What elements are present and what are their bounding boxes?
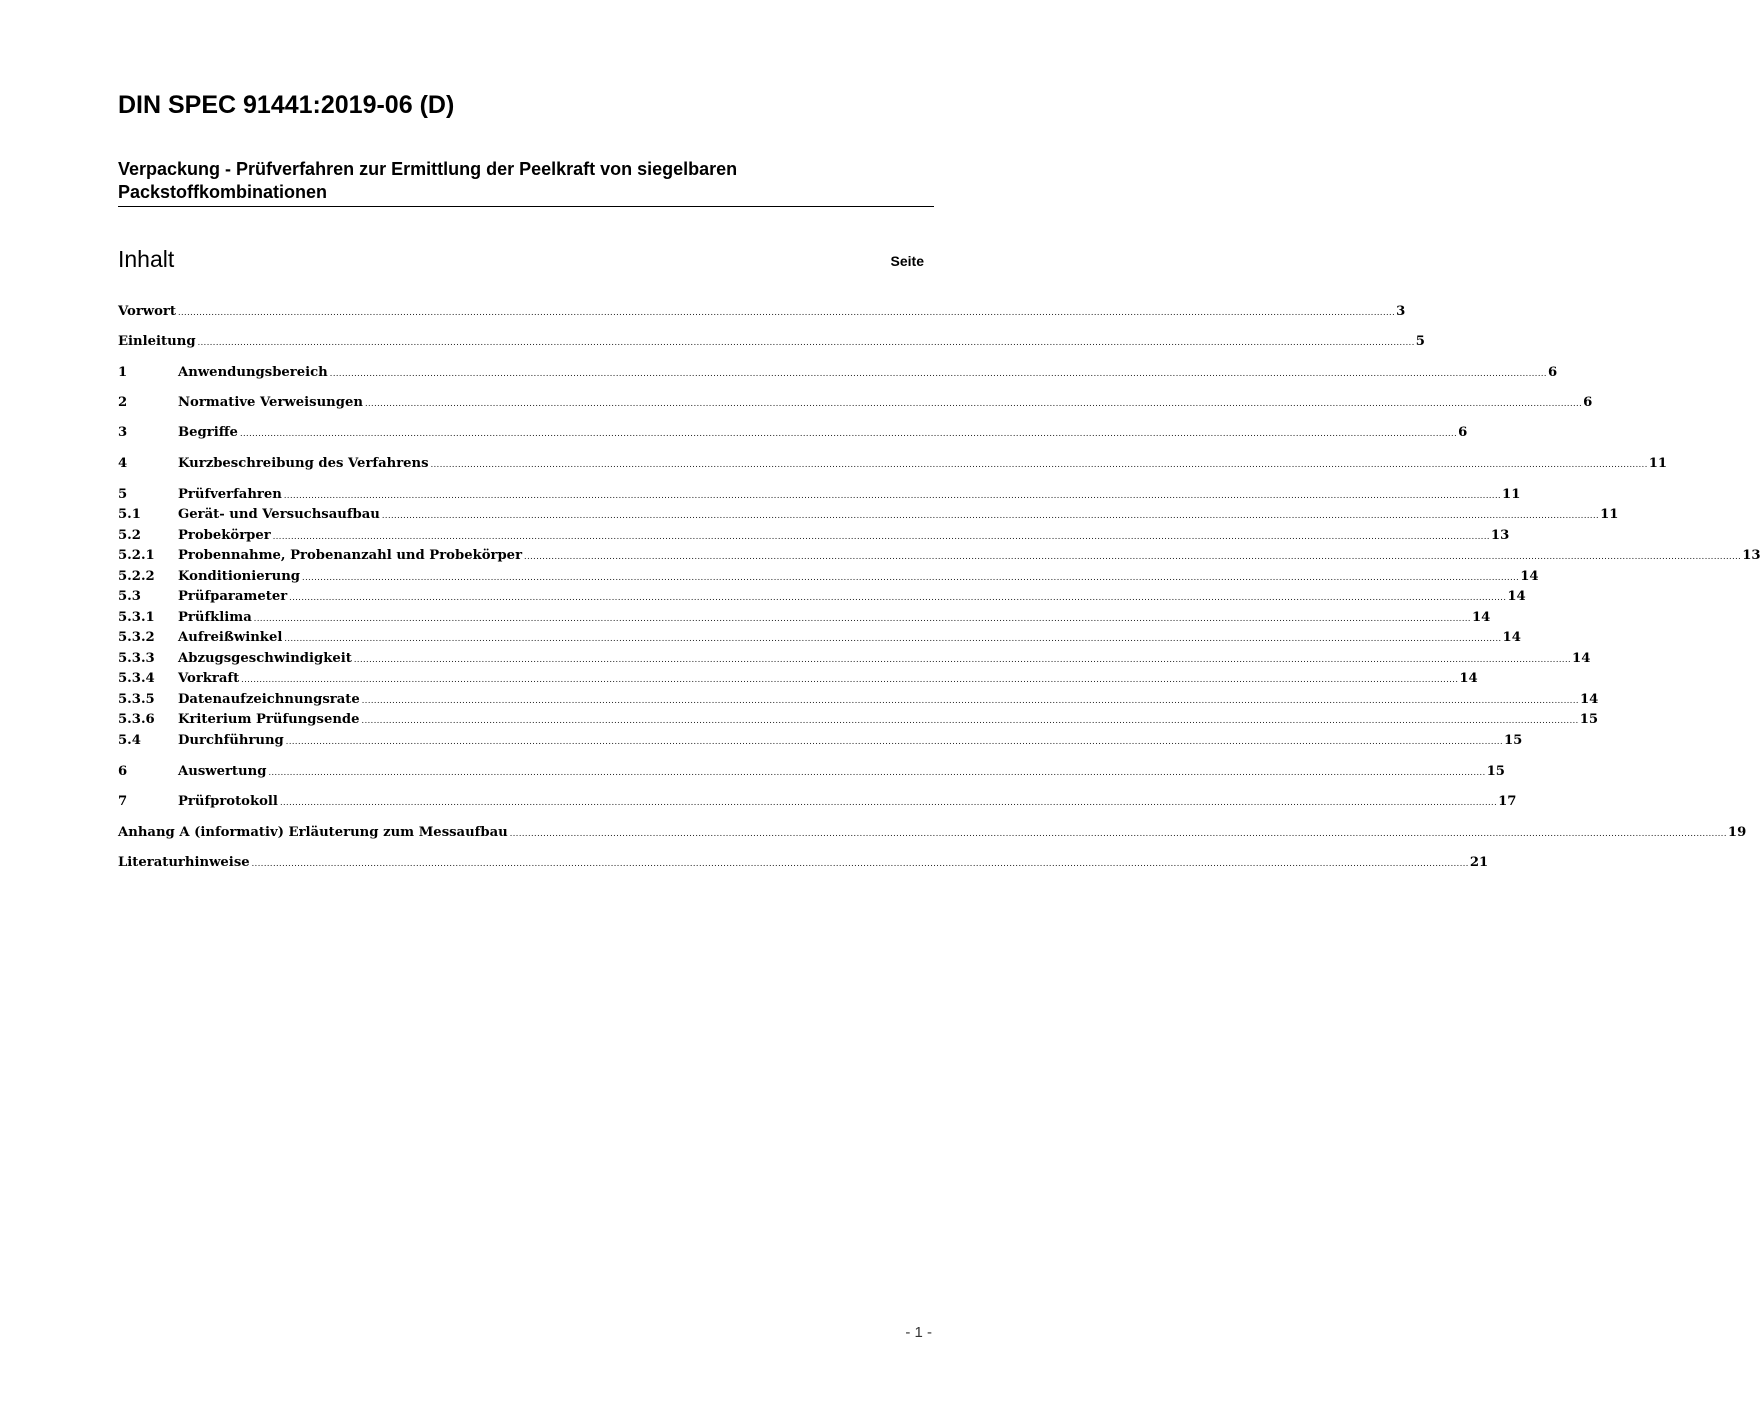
toc-entry[interactable] bbox=[118, 690, 1599, 710]
toc-entry[interactable] bbox=[118, 731, 1523, 751]
toc-entry-page: 11 bbox=[1648, 456, 1668, 471]
toc-entry[interactable] bbox=[118, 628, 1521, 648]
toc-leader-dots: ................................................................................................................................................................................................................................................................................................................................................................................................................ bbox=[268, 768, 1486, 777]
toc-entry-number: 1 bbox=[118, 365, 128, 380]
toc-entry[interactable] bbox=[118, 823, 1747, 843]
toc-leader-dots: ................................................................................................................................................................................................................................................................................................................................................................................................................ bbox=[361, 696, 1579, 705]
toc-leader-dots: ................................................................................................................................................................................................................................................................................................................................................................................................................ bbox=[251, 859, 1469, 868]
toc-entry-title: Begriffe bbox=[178, 425, 238, 440]
toc-heading: Inhalt bbox=[118, 246, 175, 272]
toc-entry-page: 6 bbox=[1583, 395, 1593, 410]
toc-entry-title: Prüfverfahren bbox=[178, 487, 282, 502]
toc-entry[interactable] bbox=[118, 423, 1468, 443]
toc-entry[interactable] bbox=[118, 485, 1521, 505]
toc-entry-title: Gerät- und Versuchsaufbau bbox=[178, 507, 380, 522]
toc-leader-dots: ................................................................................................................................................................................................................................................................................................................................................................................................................ bbox=[177, 308, 1396, 317]
toc-entry[interactable] bbox=[118, 505, 1619, 525]
toc-entry-number: 5.3 bbox=[118, 589, 141, 604]
toc-entry-title: Datenaufzeichnungsrate bbox=[178, 692, 360, 707]
toc-entry[interactable] bbox=[118, 454, 1668, 474]
toc-entry-number: 5.2.2 bbox=[118, 569, 155, 584]
toc-leader-dots: ................................................................................................................................................................................................................................................................................................................................................................................................................ bbox=[329, 369, 1547, 378]
toc-entry-page: 14 bbox=[1579, 692, 1599, 707]
toc-leader-dots: ................................................................................................................................................................................................................................................................................................................................................................................................................ bbox=[253, 614, 1471, 623]
document-subtitle: Verpackung - Prüfverfahren zur Ermittlung der Peelkraft von siegelbaren Packstoffkombinationen bbox=[118, 158, 934, 207]
toc-entry-title: Auswertung bbox=[178, 764, 267, 779]
toc-entry-page: 13 bbox=[1742, 548, 1761, 563]
toc-entry-title: Kurzbeschreibung des Verfahrens bbox=[178, 456, 429, 471]
toc-entry[interactable] bbox=[118, 363, 1558, 383]
toc-entry-title: Anhang A (informativ) Erläuterung zum Messaufbau bbox=[118, 825, 508, 840]
toc-entry[interactable] bbox=[118, 792, 1517, 812]
toc-entry-number: 5.4 bbox=[118, 733, 141, 748]
toc-entry-page: 11 bbox=[1502, 487, 1521, 502]
toc-entry-title: Prüfklima bbox=[178, 610, 252, 625]
toc-leader-dots: ................................................................................................................................................................................................................................................................................................................................................................................................................ bbox=[289, 593, 1507, 602]
toc-entry-number: 5.3.3 bbox=[118, 651, 155, 666]
toc-entry-page: 6 bbox=[1547, 365, 1558, 380]
toc-entry-page: 14 bbox=[1459, 671, 1478, 686]
toc-entry-title: Probekörper bbox=[178, 528, 271, 543]
toc-entry-title: Prüfparameter bbox=[178, 589, 288, 604]
toc-entry-title: Vorwort bbox=[118, 304, 176, 319]
toc-entry-number: 3 bbox=[118, 425, 128, 440]
toc-entry-number: 5.3.5 bbox=[118, 692, 155, 707]
toc-leader-dots: ................................................................................................................................................................................................................................................................................................................................................................................................................ bbox=[302, 573, 1520, 582]
toc-entry-number: 5.3.2 bbox=[118, 630, 155, 645]
toc-leader-dots: ................................................................................................................................................................................................................................................................................................................................................................................................................ bbox=[285, 737, 1503, 746]
toc-entry[interactable] bbox=[118, 526, 1510, 546]
toc-entry-page: 14 bbox=[1520, 569, 1539, 584]
toc-leader-dots: ................................................................................................................................................................................................................................................................................................................................................................................................................ bbox=[364, 399, 1583, 408]
toc-entry-title: Einleitung bbox=[118, 334, 196, 349]
toc-entry-title: Konditionierung bbox=[178, 569, 301, 584]
toc-leader-dots: ................................................................................................................................................................................................................................................................................................................................................................................................................ bbox=[272, 532, 1490, 541]
toc-entry-page: 13 bbox=[1490, 528, 1510, 543]
toc-entry[interactable] bbox=[118, 710, 1599, 730]
toc-entry-title: Probennahme, Probenanzahl und Probekörper bbox=[178, 548, 523, 563]
toc-entry-title: Literaturhinweise bbox=[118, 855, 250, 870]
toc-entry-title: Durchführung bbox=[178, 733, 284, 748]
toc-entry[interactable] bbox=[118, 546, 1761, 566]
toc-leader-dots: ................................................................................................................................................................................................................................................................................................................................................................................................................ bbox=[241, 675, 1459, 684]
toc-entry-title: Aufreißwinkel bbox=[178, 630, 283, 645]
toc-entry-page: 17 bbox=[1498, 794, 1517, 809]
toc-entry-page: 15 bbox=[1579, 712, 1599, 727]
toc-entry-page: 11 bbox=[1600, 507, 1619, 522]
toc-entry-title: Normative Verweisungen bbox=[178, 395, 363, 410]
toc-entry-page: 14 bbox=[1471, 610, 1491, 625]
toc-entry-page: 19 bbox=[1727, 825, 1747, 840]
toc-entry[interactable] bbox=[118, 762, 1505, 782]
toc-entry-number: 5.3.6 bbox=[118, 712, 155, 727]
toc-entry[interactable] bbox=[118, 649, 1591, 669]
toc-entry[interactable] bbox=[118, 302, 1406, 322]
toc-leader-dots: ................................................................................................................................................................................................................................................................................................................................................................................................................ bbox=[239, 429, 1458, 438]
toc-entry-title: Kriterium Prüfungsende bbox=[178, 712, 360, 727]
toc-entry-page: 14 bbox=[1572, 651, 1591, 666]
toc-entry-number: 7 bbox=[118, 794, 128, 809]
toc-entry-number: 5.3.1 bbox=[118, 610, 155, 625]
toc-entry-number: 5 bbox=[118, 487, 128, 502]
toc-entry[interactable] bbox=[118, 567, 1539, 587]
toc-entry[interactable] bbox=[118, 332, 1425, 352]
toc-leader-dots: ................................................................................................................................................................................................................................................................................................................................................................................................................ bbox=[381, 511, 1600, 520]
toc-entry[interactable] bbox=[118, 669, 1478, 689]
toc-entry-page: 14 bbox=[1507, 589, 1526, 604]
toc-entry-number: 4 bbox=[118, 456, 128, 471]
toc-entry-page: 3 bbox=[1396, 304, 1406, 319]
toc-leader-dots: ................................................................................................................................................................................................................................................................................................................................................................................................................ bbox=[279, 798, 1498, 807]
toc-entry-title: Vorkraft bbox=[178, 671, 240, 686]
toc-leader-dots: ................................................................................................................................................................................................................................................................................................................................................................................................................ bbox=[361, 716, 1579, 725]
page-column-label: Seite bbox=[890, 253, 924, 269]
toc-leader-dots: ................................................................................................................................................................................................................................................................................................................................................................................................................ bbox=[284, 634, 1502, 643]
toc-entry-number: 6 bbox=[118, 764, 128, 779]
document-title: DIN SPEC 91441:2019-06 (D) bbox=[118, 91, 455, 119]
toc-entry-number: 2 bbox=[118, 395, 128, 410]
toc-entry-number: 5.2.1 bbox=[118, 548, 155, 563]
toc-leader-dots: ................................................................................................................................................................................................................................................................................................................................................................................................................ bbox=[353, 655, 1572, 664]
toc-entry-number: 5.3.4 bbox=[118, 671, 155, 686]
toc-entry-page: 6 bbox=[1458, 425, 1468, 440]
toc-leader-dots: ................................................................................................................................................................................................................................................................................................................................................................................................................ bbox=[197, 338, 1415, 347]
toc-entry-title: Abzugsgeschwindigkeit bbox=[178, 651, 352, 666]
toc-entry-page: 5 bbox=[1415, 334, 1425, 349]
toc-leader-dots: ................................................................................................................................................................................................................................................................................................................................................................................................................ bbox=[524, 552, 1742, 561]
toc-leader-dots: ................................................................................................................................................................................................................................................................................................................................................................................................................ bbox=[509, 829, 1727, 838]
toc-entry-number: 5.1 bbox=[118, 507, 141, 522]
toc-entry-number: 5.2 bbox=[118, 528, 141, 543]
toc-entry-page: 15 bbox=[1486, 764, 1505, 779]
toc-entry[interactable] bbox=[118, 587, 1526, 607]
toc-entry-title: Prüfprotokoll bbox=[178, 794, 278, 809]
toc-entry-page: 15 bbox=[1503, 733, 1523, 748]
toc-entry-page: 14 bbox=[1502, 630, 1521, 645]
page-number: - 1 - bbox=[905, 1324, 932, 1341]
toc-entry[interactable] bbox=[118, 853, 1489, 873]
toc-entry-title: Anwendungsbereich bbox=[178, 365, 328, 380]
toc-entry[interactable] bbox=[118, 608, 1491, 628]
toc-entry[interactable] bbox=[118, 393, 1593, 413]
toc-leader-dots: ................................................................................................................................................................................................................................................................................................................................................................................................................ bbox=[430, 460, 1648, 469]
toc-leader-dots: ................................................................................................................................................................................................................................................................................................................................................................................................................ bbox=[283, 491, 1502, 500]
toc-entry-page: 21 bbox=[1469, 855, 1489, 870]
